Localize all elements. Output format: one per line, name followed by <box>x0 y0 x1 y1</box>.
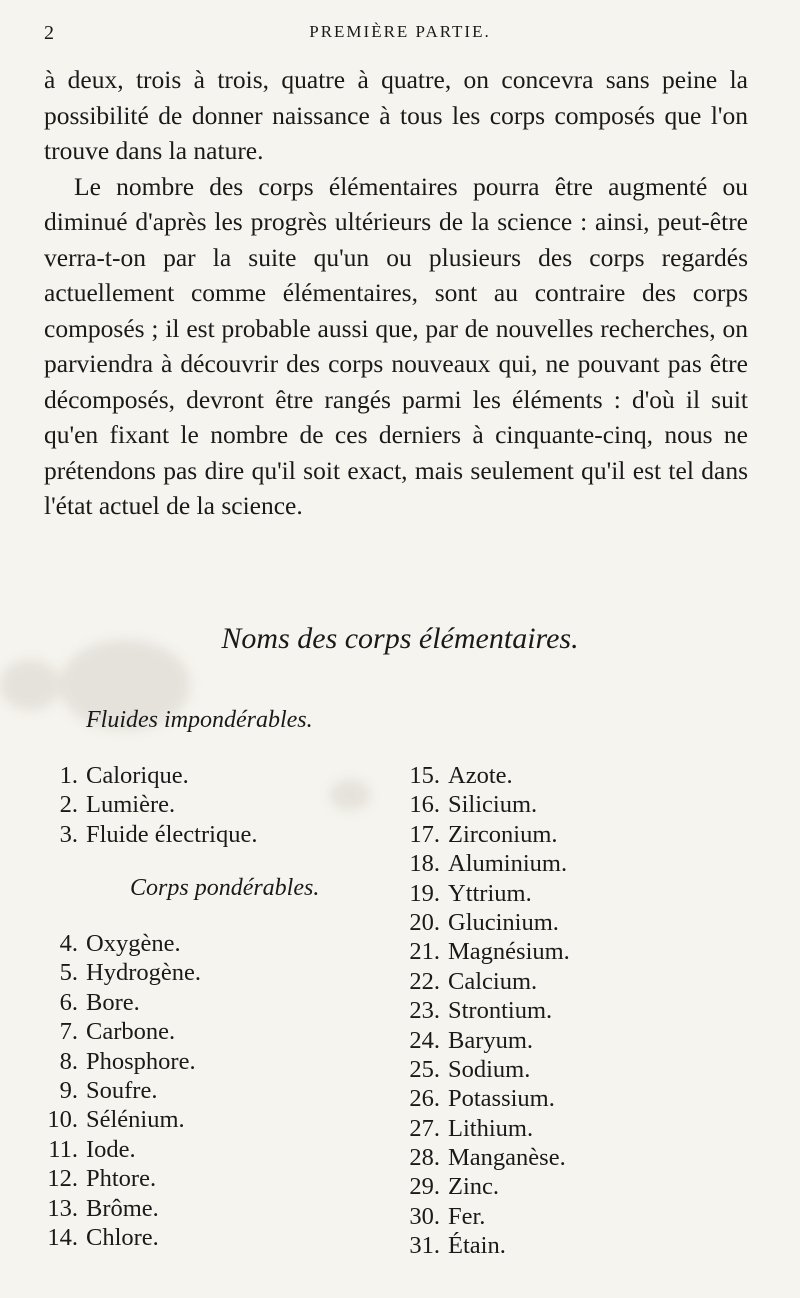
list-item <box>40 1105 201 1134</box>
item-number: 5. <box>59 959 78 987</box>
item-number: 7. <box>59 1018 78 1046</box>
list-item <box>40 929 201 958</box>
subheading-corps: Corps pondérables. <box>130 875 320 901</box>
list-item <box>40 761 257 790</box>
item-name: Zinc. <box>448 1173 500 1201</box>
item-name: Chlore. <box>86 1223 159 1251</box>
item-number: 30. <box>409 1202 440 1230</box>
body-text <box>44 62 748 524</box>
item-name: Baryum. <box>448 1026 534 1054</box>
item-name: Magnésium. <box>448 938 570 966</box>
item-number: 29. <box>409 1173 440 1201</box>
item-name: Oxygène. <box>86 930 181 957</box>
item-number: 9. <box>59 1076 78 1104</box>
item-number: 6. <box>59 988 78 1016</box>
item-number: 10. <box>47 1106 78 1134</box>
item-name: Strontium. <box>448 997 553 1025</box>
item-number: 28. <box>409 1144 440 1172</box>
item-name: Manganèse. <box>448 1144 566 1172</box>
item-number: 22. <box>409 967 440 995</box>
item-number: 23. <box>409 997 440 1025</box>
element-list-fluides <box>40 761 257 849</box>
item-name: Phosphore. <box>86 1047 196 1075</box>
list-item <box>40 1135 201 1164</box>
item-name: Calcium. <box>448 967 538 995</box>
list-item <box>398 1143 570 1172</box>
paragraph: Le nombre des corps élémentaires pourra être augmenté ou diminué d'après les progrès ultérieurs de la science : ainsi, peut-être verra-t-on par la suite qu'un ou plusieurs des corps regardés actuellement comme élémentaires, sont au contraire des corps composés ; il est probable aussi que, par de nouvelles recherches, on parviendra à découvrir des corps nouveaux qui, ne pouvant pas être décomposés, devront être rangés parmi les éléments : d'où il suit qu'en fixant le nombre de ces derniers à cinquante-cinq, nous ne prétendons pas dire qu'il soit exact, mais seulement qu'il est tel dans l'état actuel de la science. <box>44 171 748 520</box>
item-name: Sodium. <box>448 1055 531 1083</box>
item-name: Yttrium. <box>448 879 532 907</box>
list-item <box>398 1114 570 1143</box>
item-number: 8. <box>59 1047 78 1075</box>
paper-stain <box>0 660 60 710</box>
list-item <box>398 996 570 1025</box>
list-item <box>398 849 570 878</box>
item-name: Lumière. <box>86 791 176 819</box>
item-number: 24. <box>409 1026 440 1054</box>
item-name: Brôme. <box>86 1194 159 1222</box>
subheading-fluides: Fluides impondérables. <box>86 707 313 733</box>
list-item <box>40 988 201 1017</box>
item-name: Sélénium. <box>86 1106 185 1134</box>
page-number: 2 <box>44 22 54 44</box>
list-item <box>40 1223 201 1252</box>
item-name: Étain. <box>448 1232 506 1260</box>
item-number: 25. <box>409 1055 440 1083</box>
list-item <box>398 937 570 966</box>
item-number: 2. <box>59 791 78 819</box>
item-number: 26. <box>409 1085 440 1113</box>
item-number: 31. <box>409 1232 440 1260</box>
item-name: Bore. <box>86 988 140 1016</box>
list-item <box>398 1055 570 1084</box>
item-number: 17. <box>409 820 440 848</box>
list-item <box>398 1172 570 1201</box>
list-item <box>40 1076 201 1105</box>
item-name: Zirconium. <box>448 820 558 848</box>
item-name: Azote. <box>448 762 513 789</box>
list-item <box>398 1231 570 1260</box>
item-name: Potassium. <box>448 1085 555 1113</box>
page-header <box>44 22 756 48</box>
item-name: Calorique. <box>86 762 189 789</box>
list-item <box>40 790 257 819</box>
item-number: 18. <box>409 850 440 878</box>
list-item <box>40 1017 201 1046</box>
item-number: 3. <box>59 820 78 848</box>
list-item <box>398 1084 570 1113</box>
list-item <box>40 1194 201 1223</box>
item-number: 15. <box>409 762 440 789</box>
item-number: 16. <box>409 791 440 819</box>
list-item <box>40 1047 201 1076</box>
running-title: PREMIÈRE PARTIE. <box>309 22 491 41</box>
item-number: 14. <box>47 1223 78 1251</box>
item-number: 1. <box>59 762 78 789</box>
item-number: 20. <box>409 908 440 936</box>
list-item <box>398 1202 570 1231</box>
list-item <box>398 761 570 790</box>
item-name: Carbone. <box>86 1018 176 1046</box>
item-name: Glucinium. <box>448 908 559 936</box>
list-item <box>398 790 570 819</box>
item-number: 27. <box>409 1114 440 1142</box>
item-number: 19. <box>409 879 440 907</box>
item-name: Fer. <box>448 1202 486 1230</box>
item-number: 21. <box>409 938 440 966</box>
item-name: Iode. <box>86 1135 136 1163</box>
list-item <box>40 1164 201 1193</box>
item-number: 13. <box>47 1194 78 1222</box>
item-number: 12. <box>47 1165 78 1193</box>
list-item <box>40 820 257 849</box>
item-name: Lithium. <box>448 1114 534 1142</box>
list-item <box>398 967 570 996</box>
paper-stain <box>330 780 370 810</box>
item-number: 11. <box>48 1135 78 1163</box>
item-number: 4. <box>59 930 78 957</box>
section-title: Noms des corps élémentaires. <box>221 622 579 655</box>
item-name: Silicium. <box>448 791 538 819</box>
list-item <box>398 1026 570 1055</box>
paragraph: à deux, trois à trois, quatre à quatre, on concevra sans peine la possibilité de donner naissance à tous les corps composés que l'on trouve dans la nature. <box>44 65 748 165</box>
list-item <box>398 879 570 908</box>
item-name: Hydrogène. <box>86 959 201 987</box>
item-name: Soufre. <box>86 1076 158 1104</box>
list-item <box>398 908 570 937</box>
list-item <box>398 820 570 849</box>
item-name: Aluminium. <box>448 850 568 878</box>
element-list-corps-right <box>398 761 570 1261</box>
list-item <box>40 958 201 987</box>
element-list-corps-left <box>40 929 201 1252</box>
item-name: Phtore. <box>86 1165 157 1193</box>
item-name: Fluide électrique. <box>86 820 258 848</box>
